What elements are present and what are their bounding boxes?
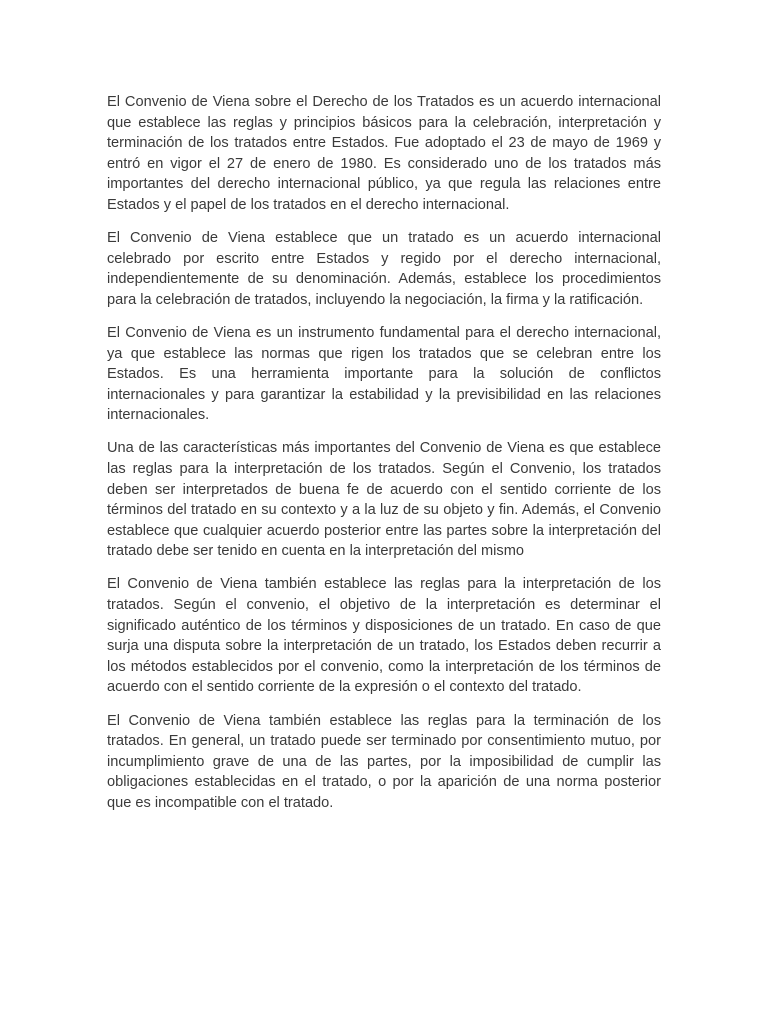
paragraph-1: El Convenio de Viena sobre el Derecho de los Tratados es un acuerdo internacional que establece las reglas y principios básicos para la celebración, interpretación y terminación de los tratados entre Estados. Fue adoptado el 23 de mayo de 1969 y entró en vigor el 27 de enero de 1980. Es considerado uno de los tratados más importantes del derecho internacional público, ya que regula las relaciones entre Estados y el papel de los tratados en el derecho internacional. — [107, 94, 661, 213]
paragraph-3: El Convenio de Viena es un instrumento fundamental para el derecho internacional, ya que establece las normas que rigen los tratados que se celebran entre los Estados. Es una herramienta importante para la solución de conflictos internacionales y para garantizar la estabilidad y la previsibilidad en las relaciones internacionales. — [107, 324, 661, 424]
document-body — [107, 92, 661, 826]
paragraph-2: El Convenio de Viena establece que un tratado es un acuerdo internacional celebrado por escrito entre Estados y regido por el derecho internacional, independientemente de su denominación. Además, establece los procedimientos para la celebración de tratados, incluyendo la negociación, la firma y la ratificación. — [107, 230, 661, 308]
paragraph-5: El Convenio de Viena también establece las reglas para la interpretación de los tratados. Según el convenio, el objetivo de la interpretación es determinar el significado auténtico de los términos y disposiciones de un tratado. En caso de que surja una disputa sobre la interpretación de un tratado, los Estados deben recurrir a los métodos establecidos por el convenio, como la interpretación de los términos de acuerdo con el sentido corriente de la expresión o el contexto del tratado. — [107, 576, 661, 696]
paragraph-6: El Convenio de Viena también establece las reglas para la terminación de los tratados. En general, un tratado puede ser terminado por consentimiento mutuo, por incumplimiento grave de una de las partes, por la imposibilidad de cumplir las obligaciones establecidas en el tratado, o por la aparición de una norma posterior que es incompatible con el tratado. — [107, 712, 661, 811]
paragraph-4: Una de las características más importantes del Convenio de Viena es que establece las reglas para la interpretación de los tratados. Según el Convenio, los tratados deben ser interpretados de buena fe de acuerdo con el sentido corriente de los términos del tratado en su contexto y a la luz de su objeto y fin. Además, el Convenio establece que cualquier acuerdo posterior entre las partes sobre la interpretación del tratado debe ser tenido en cuenta en la interpretación del mismo — [107, 440, 661, 560]
